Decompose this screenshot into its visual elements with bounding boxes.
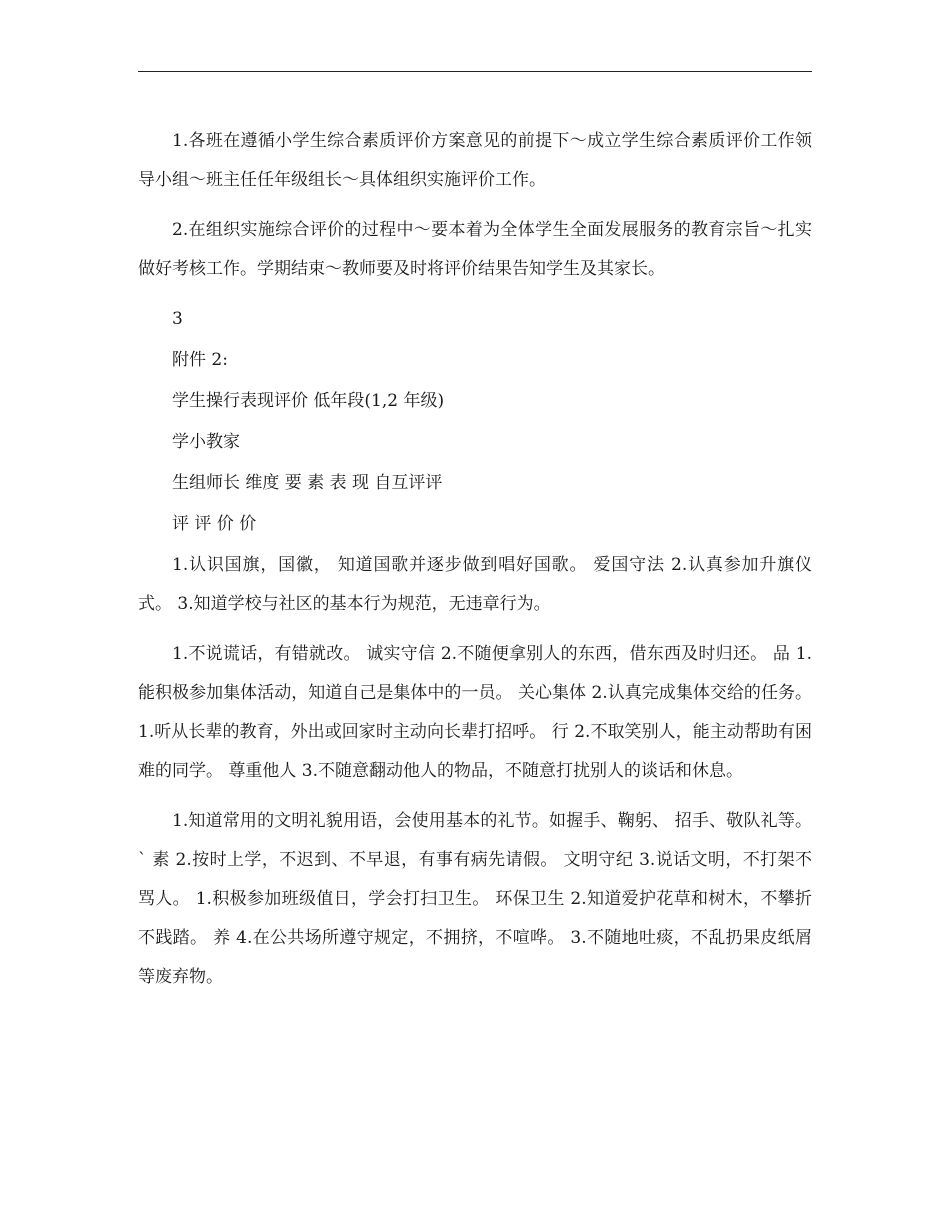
table-title: 学生操行表现评价 低年段(1,2 年级) xyxy=(172,391,445,411)
paragraph-conduct: 1.不说谎话，有错就改。 诚实守信 2.不随便拿别人的东西，借东西及时归还。 品 1.能积极参加集体活动，知道自己是集体中的一员。 关心集体 2.认真完成集体交给的任务。 1.听从长辈的教育，外出或回家时主动向长辈打招呼。 行 2.不取笑别人，能主动帮助有困难的同学。 尊重他人 3.不随意翻动他人的物品，不随意打扰别人的谈话和休息。 xyxy=(138,644,812,781)
table-header-row-2: 生组师长 维度 要 素 表 现 自互评评 xyxy=(172,473,443,493)
header-rule xyxy=(138,71,812,72)
attachment-label: 附件 2: xyxy=(172,350,228,370)
table-header-row-1: 学小教家 xyxy=(172,432,240,452)
paragraph-1: 1.各班在遵循小学生综合素质评价方案意见的前提下～成立学生综合素质评价工作领导小组～班主任任年级组长～具体组织实施评价工作。 xyxy=(138,131,812,190)
document-body xyxy=(138,122,812,1008)
paragraph-patriotism: 1.认识国旗，国徽， 知道国歌并逐步做到唱好国歌。 爱国守法 2.认真参加升旗仪式。 3.知道学校与社区的基本行为规范，无违章行为。 xyxy=(138,555,812,614)
page-number: 3 xyxy=(172,309,183,329)
paragraph-civility: 1.知道常用的文明礼貌用语，会使用基本的礼节。如握手、鞠躬、 招手、敬队礼等。` 素 2.按时上学，不迟到、不早退，有事有病先请假。 文明守纪 3.说话文明，不打架不骂人。 1.积极参加班级值日，学会打扫卫生。 环保卫生 2.知道爱护花草和树木，不攀折不践踏。 养 4.在公共场所遵守规定，不拥挤，不喧哗。 3.不随地吐痰，不乱扔果皮纸屑等废弃物。 xyxy=(138,811,812,987)
table-header-row-3: 评 评 价 价 xyxy=(172,514,257,534)
paragraph-2: 2.在组织实施综合评价的过程中～要本着为全体学生全面发展服务的教育宗旨～扎实做好考核工作。学期结束～教师要及时将评价结果告知学生及其家长。 xyxy=(138,220,812,279)
